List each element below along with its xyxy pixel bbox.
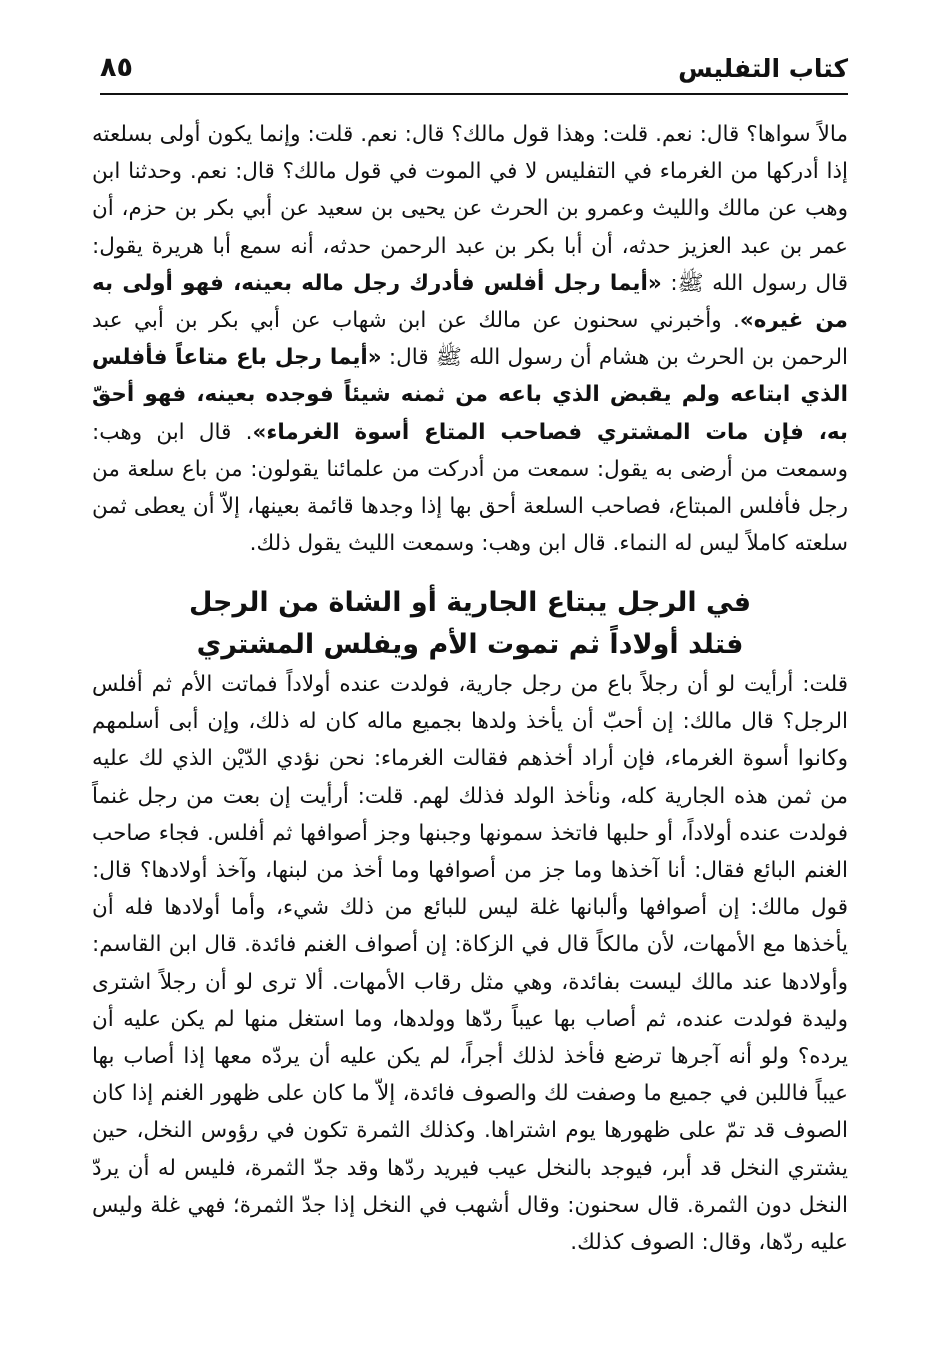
hadith-quote: «أيما رجل باع متاعاً فأفلس الذي ابتاعه ولم يقبض الذي باعه من ثمنه شيئاً فوجده بعينه، فهو أحقّ به، فإن مات المشتري فصاحب المتاع أسوة الغرماء» — [92, 345, 848, 445]
body-text-section-2 — [92, 666, 848, 1261]
hadith-quote: «أيما رجل أفلس فأدرك رجل ماله بعينه، فهو أولى به من غيره» — [92, 270, 848, 334]
section-heading-line-2: فتلد أولاداً ثم تموت الأم ويفلس المشتري — [196, 629, 744, 660]
text-run: . قال ابن وهب: وسمعت من أرضى به يقول: سمعت من أدركت من علمائنا يقولون: من باع سلعة من رجل فأفلس المبتاع، فصاحب السلعة أحق بها إذا وجدها قائمة بعينها، إلاّ أن يعطى ثمن سلعته كاملاً ليس له النماء. قال ابن وهب: وسمعت الليث يقول ذلك. — [92, 419, 848, 557]
header-rule — [100, 93, 848, 95]
page-number: ٨٥ — [100, 52, 133, 83]
paragraph: قلت: أرأيت لو أن رجلاً باع من رجل جارية، فولدت عنده أولاداً فماتت الأم ثم أفلس الرجل؟ قال مالك: إن أحبّ أن يأخذ ولدها بجميع ماله كان له ذلك، وإن أبى أسلمهم وكانوا أسوة الغرماء، فإن أراد أخذهم فقالت الغرماء: نحن نؤدي الدّيْن الذي لك عليه من ثمن هذه الجارية كله، ونأخذ الولد فذلك لهم. قلت: أرأيت إن بعت من رجل غنماً فولدت عنده أولاداً، أو حلبها فاتخذ سمونها وجبنها وجز أصوافها ثم أفلس. فجاء صاحب الغنم البائع فقال: أنا آخذها وما جز من أصوافها وما أخذ من لبنها، وآخذ أولادها؟ قال: قول مالك: إن أصوافها وألبانها غلة ليس للبائع من ذلك شيء، وأما أولادها فله أن يأخذها مع الأمهات، لأن مالكاً قال في الزكاة: إن أصواف الغنم فائدة. قال ابن القاسم: وأولادها عند مالك ليست بفائدة، وهي مثل رقاب الأمهات. ألا ترى لو أن رجلاً اشترى وليدة فولدت عنده، ثم أصاب بها عيباً ردّها وولدها، وما استغل منها لم يكن عليه أن يرده؟ ولو أنه آجرها ترضع فأخذ لذلك أجراً، لم يكن عليه أن يردّه معها إذا أصاب بها عيباً فاللبن في جميع ما وصفت لك والصوف فائدة، إلاّ ما كان على ظهور الغنم إذا كان الصوف قد تمّ على ظهورها يوم اشتراها. وكذلك الثمرة تكون في رؤوس النخل، حين يشتري النخل قد أبر، فيوجد بالنخل عيب فيريد ردّها وقد جدّ الثمرة، فليس له أن يردّ النخل دون الثمرة. قال سحنون: وقال أشهب في النخل إذا جدّ الثمرة؛ فهي غلة وليس عليه ردّها، وقال: الصوف كذلك. — [92, 672, 848, 1256]
running-header — [100, 52, 848, 94]
section-heading-line-1: في الرجل يبتاع الجارية أو الشاة من الرجل — [188, 587, 752, 618]
paragraph — [92, 116, 848, 562]
text-run: مالاً سواها؟ قال: نعم. قلت: وهذا قول مالك؟ قال: نعم. قلت: وإنما يكون أولى بسلعته إذا أدركها من الغرماء في التفليس لا في الموت في قول مالك؟ قال: نعم. وحدثنا ابن وهب عن مالك والليث وعمرو بن الحرث عن يحيى بن سعيد عن أبي بكر بن حزم، أن عمر بن عبد العزيز حدثه، أن أبا بكر بن عبد الرحمن حدثه، أنه سمع أبا هريرة يقول: قال رسول الله ﷺ: — [92, 122, 849, 296]
section-heading — [92, 582, 848, 666]
body-text-section-1 — [92, 116, 848, 562]
book-title: كتاب التفليس — [678, 54, 848, 83]
text-run: . وأخبرني سحنون عن مالك عن ابن شهاب عن أبي بكر بن أبي عبد الرحمن بن الحرث بن هشام أن رسول الله ﷺ قال: — [92, 308, 848, 371]
